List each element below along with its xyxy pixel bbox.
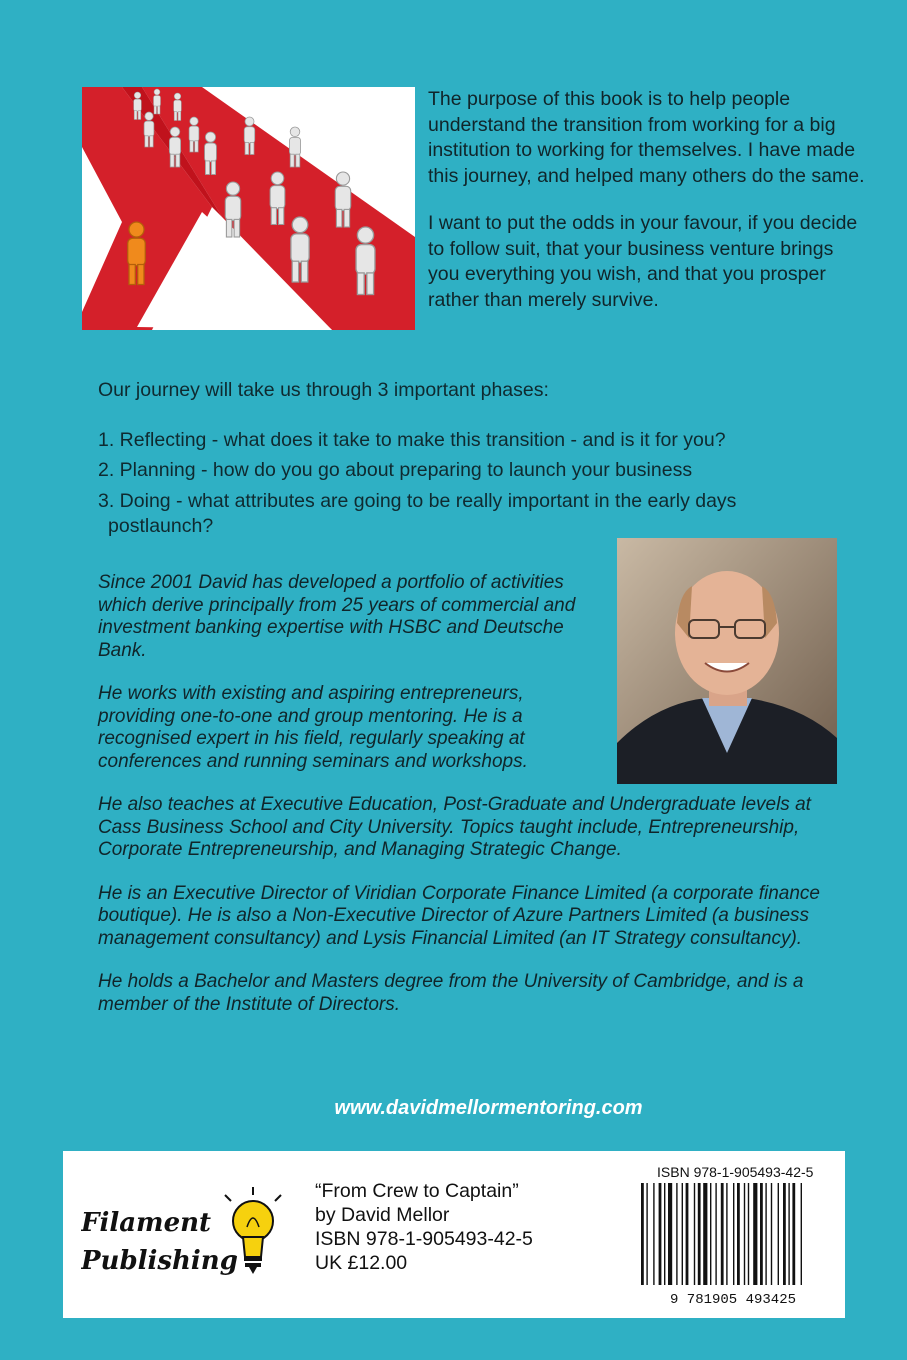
barcode-bar — [641, 1183, 644, 1285]
book-info — [315, 1179, 533, 1275]
barcode-bar — [664, 1183, 665, 1285]
barcode-bar — [792, 1183, 795, 1285]
phase-item-3-text: 3. Doing - what attributes are going to be really important in the early days — [98, 489, 737, 512]
barcode-bar — [686, 1183, 689, 1285]
author-bio — [98, 572, 848, 1037]
barcode-bar — [715, 1183, 716, 1285]
barcode-bar — [771, 1183, 772, 1285]
barcode-bar — [753, 1183, 757, 1285]
barcode-bar — [765, 1183, 766, 1285]
barcode-bar — [646, 1183, 647, 1285]
intro-paragraph-1: The purpose of this book is to help people understand the transition from working for a big institution to working for themselves. I have made this journey, and helped many others do the same. — [428, 88, 865, 187]
barcode-bar — [682, 1183, 683, 1285]
barcode-bar — [788, 1183, 789, 1285]
intro-paragraph-2: I want to put the odds in your favour, if you decide to follow suit, that your business venture brings you everything you wish, and that you prosper rather than merely survive. — [428, 212, 858, 311]
barcode-bar — [744, 1183, 745, 1285]
barcode-bar — [783, 1183, 786, 1285]
journey-lead: Our journey will take us through 3 important phases: — [98, 379, 549, 401]
barcode-bar — [659, 1183, 662, 1285]
website-link[interactable]: www.davidmellormentoring.com — [334, 1097, 643, 1119]
logo-text-line1: Filament — [81, 1208, 212, 1238]
barcode-digits: 9 781905 493425 — [669, 1292, 797, 1307]
phases-list — [98, 428, 858, 540]
barcode-bar — [698, 1183, 701, 1285]
barcode-bar — [748, 1183, 749, 1285]
barcode-bar — [801, 1183, 802, 1285]
book-author: by David Mellor — [315, 1204, 450, 1226]
phase-item-2: 2. Planning - how do you go about preparing to launch your business — [98, 459, 693, 481]
footer-panel — [63, 1151, 845, 1318]
bio-paragraph-5: He holds a Bachelor and Masters degree from the University of Cambridge, and is a member of the Institute of Directors. — [98, 971, 804, 1015]
barcode-isbn-label: ISBN 978-1-905493-42-5 — [657, 1164, 814, 1180]
barcode-bar — [703, 1183, 707, 1285]
intro-text — [428, 87, 868, 335]
book-title: “From Crew to Captain” — [315, 1180, 519, 1202]
barcode-bar — [676, 1183, 677, 1285]
phase-item-3 — [98, 489, 858, 540]
crowd-path-illustration — [82, 87, 415, 330]
barcode-bar — [710, 1183, 711, 1285]
hero-illustration — [82, 87, 415, 330]
barcode-bar — [668, 1183, 672, 1285]
barcode-bar — [760, 1183, 763, 1285]
barcode-bar — [737, 1183, 740, 1285]
bio-paragraph-2: He works with existing and aspiring entrepreneurs, providing one-to-one and group mentoring. He is a recognised expert in his field, regularly speaking at conferences and running seminars and workshops. — [98, 683, 528, 772]
barcode-bar — [721, 1183, 724, 1285]
book-isbn: ISBN 978-1-905493-42-5 — [315, 1228, 533, 1250]
publisher-logo — [81, 1179, 321, 1299]
barcode-bar — [694, 1183, 695, 1285]
phase-item-1: 1. Reflecting - what does it take to make this transition - and is it for you? — [98, 428, 726, 451]
logo-text-line2: Publishing — [81, 1246, 238, 1276]
phase-item-3-continuation: postlaunch? — [108, 515, 214, 537]
bio-paragraph-1: Since 2001 David has developed a portfolio of activities which derive principally from 25 years of commercial and investment banking expertise with HSBC and Deutsche Bank. — [98, 572, 576, 661]
barcode-bar — [726, 1183, 727, 1285]
bio-paragraph-3: He also teaches at Executive Education, Post-Graduate and Undergraduate levels at Cass Business School and City University. Topics taught include, Entrepreneurship, Corporate Entrepreneurship, and Managing Strategic Change. — [98, 794, 811, 860]
journey-section — [98, 378, 858, 545]
barcode-bar — [778, 1183, 779, 1285]
bio-paragraph-4: He is an Executive Director of Viridian Corporate Finance Limited (a corporate finance boutique). He is also a Non-Executive Director of Azure Partners Limited (a business management consultancy) and Lysis Financial Limited (an IT Strategy consultancy). — [98, 882, 820, 949]
barcode — [633, 1183, 833, 1307]
book-price: UK £12.00 — [315, 1252, 408, 1274]
barcode-bar — [733, 1183, 734, 1285]
barcode-bar — [653, 1183, 654, 1285]
